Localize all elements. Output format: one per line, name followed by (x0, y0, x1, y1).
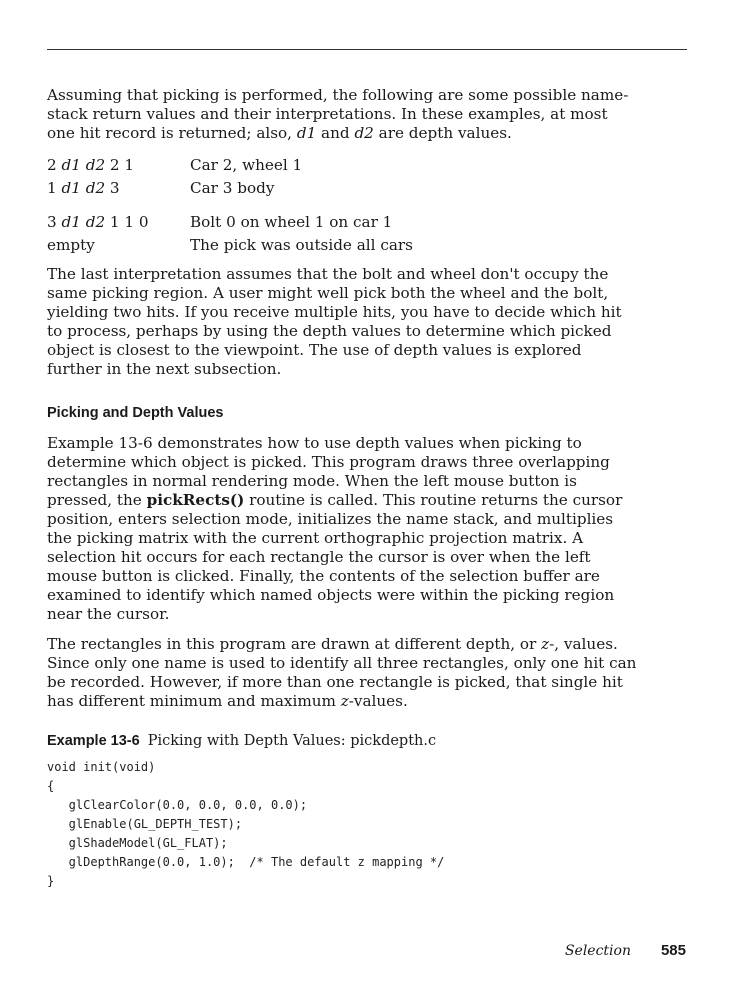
hit-record-values: empty (47, 236, 95, 254)
hit-record-row (47, 211, 637, 234)
z-var: z (541, 635, 550, 653)
page-body (47, 86, 637, 891)
hit-record-meaning: Car 2, wheel 1 (190, 156, 303, 174)
code-listing: void init(void) { glClearColor(0.0, 0.0, 0.0, 0.0); glEnable(GL_DEPTH_TEST); glShadeModel(GL_FLAT); glDepthRange(0.0, 1.0); /* The default z mapping */ } (47, 760, 445, 888)
d2-var: d2 (354, 124, 374, 142)
hit-record-meaning: Bolt 0 on wheel 1 on car 1 (190, 213, 393, 231)
intro-text-end: are depth values. (373, 124, 512, 142)
example-title: Picking with Depth Values: pickdepth.c (147, 733, 437, 749)
z-var: z (340, 692, 349, 710)
d1-var: d1 (296, 124, 317, 142)
section-heading: Picking and Depth Values (47, 405, 224, 421)
intro-text: Assuming that picking is performed, the following are some possible name-stack return values and their interpretations. In these examples, at most one hit record is returned; also, (47, 86, 629, 142)
example-label: Example 13-6 (47, 733, 140, 749)
intro-paragraph (47, 86, 637, 143)
intro-and: and (316, 124, 355, 142)
hit-record-values: 1 d1 d2 3 (47, 179, 120, 197)
example-description-paragraph: Example 13-6 demonstrates how to use depth values when picking to determine which object is picked. This program draws three overlapping rectangles in normal rendering mode. When the left mouse button is pressed, the pickRects() routine is called. This routine returns the cursor position, enters selection mode, initializes the name stack, and multiplies the picking matrix with the current orthographic projection matrix. A selection hit occurs for each rectangle the cursor is over when the left mouse button is clicked. Finally, the contents of the selection buffer are examined to identify which named objects were within the picking region near the cursor. (47, 434, 623, 623)
hit-record-row (47, 234, 637, 257)
function-name: pickRects() (146, 491, 245, 509)
hit-records-list (47, 154, 637, 257)
depth-paragraph: The rectangles in this program are drawn at different depth, or z-, values. Since only one name is used to identify all three rectangles, only one hit can be recorded. However, if more than one rectangle is picked, that single hit has different minimum and maximum z-values. (47, 635, 637, 710)
hit-record-values: 3 d1 d2 1 1 0 (47, 213, 149, 231)
header-rule (47, 49, 687, 50)
interpretation-paragraph: The last interpretation assumes that the bolt and wheel don't occupy the same picking region. A user might well pick both the wheel and the bolt, yielding two hits. If you receive multiple hits, you have to decide which hit to process, perhaps by using the depth values to determine which picked object is closest to the viewpoint. The use of depth values is explored further in the next subsection. (47, 265, 622, 378)
hit-record-values: 2 d1 d2 2 1 (47, 156, 135, 174)
page-number: 585 (660, 942, 686, 959)
example-caption (47, 732, 637, 750)
hit-record-row (47, 154, 637, 177)
running-head: Selection (564, 943, 631, 959)
page-footer (565, 942, 686, 959)
hit-record-row (47, 177, 637, 200)
hit-record-meaning: The pick was outside all cars (190, 236, 413, 254)
hit-record-meaning: Car 3 body (190, 179, 275, 197)
